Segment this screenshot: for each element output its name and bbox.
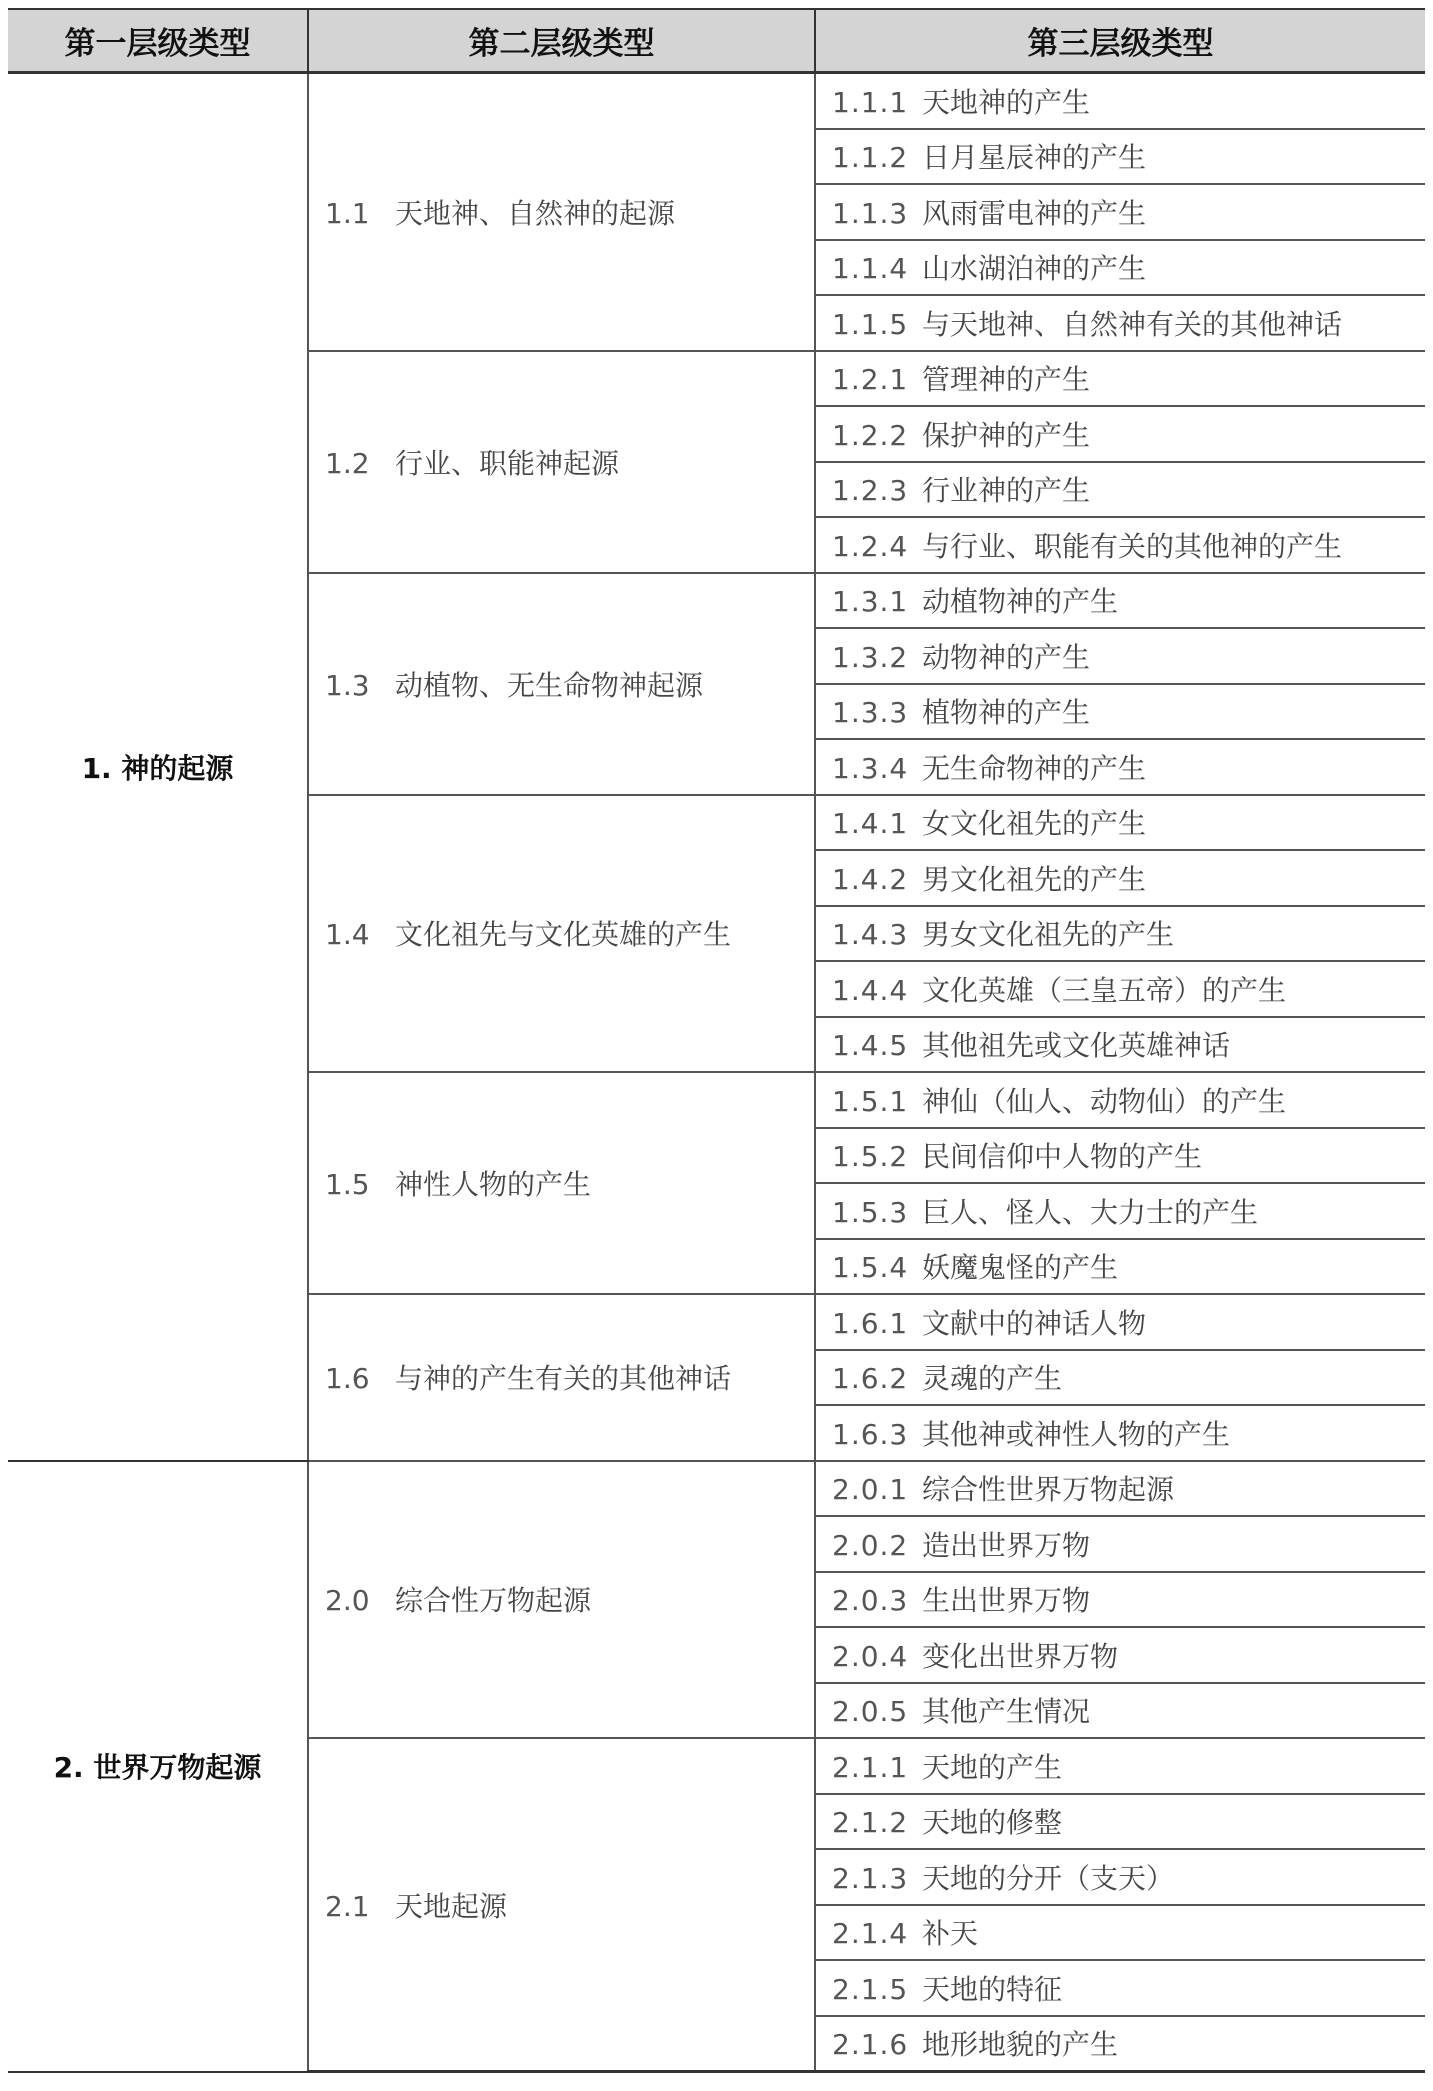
level3-code: 1.2.2 <box>832 418 909 452</box>
header-level3: 第三层级类型 <box>815 9 1425 73</box>
level3-label: 管理神的产生 <box>922 363 1091 397</box>
table-row <box>8 73 1425 129</box>
level3-cell <box>815 573 1425 629</box>
level3-label: 巨人、怪人、大力士的产生 <box>922 1195 1259 1229</box>
level3-code: 1.1.2 <box>832 141 909 175</box>
level3-label: 天地的产生 <box>922 1750 1063 1784</box>
level3-code: 1.5.1 <box>832 1084 909 1118</box>
level3-label: 山水湖泊神的产生 <box>922 252 1147 286</box>
level3-label: 其他祖先或文化英雄神话 <box>922 1029 1231 1063</box>
level3-label: 地形地貌的产生 <box>922 2028 1119 2062</box>
level3-code: 1.1.5 <box>832 307 909 341</box>
level2-cell <box>308 1738 815 2072</box>
level3-cell <box>815 1849 1425 1905</box>
level3-label: 补天 <box>922 1917 979 1951</box>
level1-cell: 2. 世界万物起源 <box>8 1461 308 2072</box>
level2-cell <box>308 73 815 351</box>
level2-cell <box>308 1072 815 1294</box>
level3-label: 民间信仰中人物的产生 <box>922 1140 1203 1174</box>
level3-cell <box>815 1572 1425 1628</box>
level3-cell <box>815 1738 1425 1794</box>
level3-code: 1.4.2 <box>832 862 909 896</box>
level2-label: 综合性万物起源 <box>395 1584 592 1618</box>
level3-cell <box>815 1017 1425 1073</box>
level3-cell <box>815 1905 1425 1961</box>
level3-cell <box>815 850 1425 906</box>
level2-label: 天地神、自然神的起源 <box>395 196 676 230</box>
level3-label: 动植物神的产生 <box>922 585 1119 619</box>
level1-cell: 1. 神的起源 <box>8 73 308 1461</box>
level3-cell <box>815 2016 1425 2072</box>
level2-code: 1.4 <box>325 918 370 952</box>
level3-cell <box>815 517 1425 573</box>
level3-cell <box>815 1516 1425 1572</box>
level3-code: 2.1.4 <box>832 1917 909 1951</box>
level3-label: 植物神的产生 <box>922 696 1091 730</box>
level3-code: 1.4.4 <box>832 973 909 1007</box>
level3-cell <box>815 1627 1425 1683</box>
level3-cell <box>815 295 1425 351</box>
classification-table <box>8 8 1425 2073</box>
level3-label: 风雨雷电神的产生 <box>922 196 1147 230</box>
level3-code: 1.5.4 <box>832 1251 909 1285</box>
level3-code: 1.6.2 <box>832 1362 909 1396</box>
level3-label: 妖魔鬼怪的产生 <box>922 1251 1119 1285</box>
level3-code: 1.1.4 <box>832 252 909 286</box>
level3-label: 行业神的产生 <box>922 474 1091 508</box>
level2-code: 1.1 <box>325 196 370 230</box>
header-level1: 第一层级类型 <box>8 9 308 73</box>
level2-label: 神性人物的产生 <box>395 1168 592 1201</box>
level3-cell <box>815 684 1425 740</box>
level3-label: 天地神的产生 <box>922 85 1091 119</box>
level3-code: 1.2.3 <box>832 474 909 508</box>
level3-code: 1.1.1 <box>832 85 909 119</box>
level3-cell <box>815 184 1425 240</box>
level3-cell <box>815 240 1425 296</box>
level3-label: 女文化祖先的产生 <box>922 807 1147 841</box>
level3-label: 文献中的神话人物 <box>922 1306 1147 1340</box>
level3-cell <box>815 1405 1425 1461</box>
level2-code: 1.3 <box>325 668 370 702</box>
level3-code: 2.1.2 <box>832 1806 909 1840</box>
level3-label: 神仙（仙人、动物仙）的产生 <box>922 1084 1287 1118</box>
level2-code: 2.1 <box>325 1889 370 1923</box>
table-row <box>8 1461 1425 1517</box>
level3-code: 1.4.3 <box>832 918 909 952</box>
level3-cell <box>815 462 1425 518</box>
level3-code: 1.3.2 <box>832 640 909 674</box>
level3-label: 生出世界万物 <box>922 1584 1091 1618</box>
level3-label: 与天地神、自然神有关的其他神话 <box>922 307 1343 341</box>
level3-code: 1.2.1 <box>832 363 909 397</box>
level3-cell <box>815 1461 1425 1517</box>
level2-cell <box>308 795 815 1073</box>
level2-cell <box>308 573 815 795</box>
level3-label: 灵魂的产生 <box>922 1362 1063 1396</box>
level3-code: 2.1.5 <box>832 1972 909 2006</box>
level3-cell <box>815 1183 1425 1239</box>
level3-cell <box>815 1960 1425 2016</box>
level3-code: 2.0.3 <box>832 1584 909 1618</box>
level3-code: 1.4.5 <box>832 1029 909 1063</box>
level3-code: 1.5.3 <box>832 1195 909 1229</box>
level3-code: 2.1.3 <box>832 1861 909 1895</box>
level3-cell <box>815 628 1425 684</box>
level2-label: 动植物、无生命物神起源 <box>395 668 704 702</box>
level3-label: 天地的特征 <box>922 1972 1063 2006</box>
level3-code: 1.3.4 <box>832 751 909 785</box>
level3-cell <box>815 1350 1425 1406</box>
level3-label: 天地的分开（支天） <box>922 1861 1175 1895</box>
level3-cell <box>815 961 1425 1017</box>
level3-label: 其他神或神性人物的产生 <box>922 1417 1231 1451</box>
level3-label: 日月星辰神的产生 <box>922 141 1147 175</box>
level3-code: 2.1.1 <box>832 1750 909 1784</box>
level3-label: 造出世界万物 <box>922 1528 1091 1562</box>
level2-code: 1.6 <box>325 1362 370 1396</box>
level2-label: 天地起源 <box>395 1889 508 1923</box>
level2-code: 1.5 <box>325 1168 370 1201</box>
level3-cell <box>815 795 1425 851</box>
level3-code: 1.6.1 <box>832 1306 909 1340</box>
level3-code: 2.0.4 <box>832 1639 909 1673</box>
level3-code: 1.2.4 <box>832 529 909 563</box>
level3-label: 保护神的产生 <box>922 418 1091 452</box>
level3-cell <box>815 1072 1425 1128</box>
level3-label: 无生命物神的产生 <box>922 751 1147 785</box>
level3-code: 1.1.3 <box>832 196 909 230</box>
level3-label: 综合性世界万物起源 <box>922 1473 1175 1507</box>
level3-label: 与行业、职能有关的其他神的产生 <box>922 529 1343 563</box>
level3-cell <box>815 129 1425 185</box>
level3-cell <box>815 906 1425 962</box>
level3-code: 1.5.2 <box>832 1140 909 1174</box>
level3-code: 2.0.1 <box>832 1473 909 1507</box>
level3-cell <box>815 351 1425 407</box>
level3-code: 1.6.3 <box>832 1417 909 1451</box>
level3-label: 天地的修整 <box>922 1806 1063 1840</box>
header-level2: 第二层级类型 <box>308 9 815 73</box>
level2-cell <box>308 1294 815 1461</box>
level3-label: 其他产生情况 <box>922 1695 1091 1729</box>
level2-cell <box>308 351 815 573</box>
level3-code: 2.0.2 <box>832 1528 909 1562</box>
level3-cell <box>815 1239 1425 1295</box>
level3-label: 动物神的产生 <box>922 640 1091 674</box>
level3-code: 2.1.6 <box>832 2028 909 2062</box>
level2-label: 与神的产生有关的其他神话 <box>395 1362 732 1396</box>
level2-label: 行业、职能神起源 <box>395 446 620 480</box>
level2-label: 文化祖先与文化英雄的产生 <box>395 918 732 952</box>
level3-code: 1.4.1 <box>832 807 909 841</box>
level3-code: 1.3.3 <box>832 696 909 730</box>
level2-code: 2.0 <box>325 1584 370 1618</box>
level3-label: 男文化祖先的产生 <box>922 862 1147 896</box>
level3-cell <box>815 1683 1425 1739</box>
level3-code: 2.0.5 <box>832 1695 909 1729</box>
level2-cell <box>308 1461 815 1739</box>
level3-cell <box>815 406 1425 462</box>
level3-cell <box>815 1294 1425 1350</box>
level3-code: 1.3.1 <box>832 585 909 619</box>
header-row <box>8 9 1425 73</box>
level3-label: 文化英雄（三皇五帝）的产生 <box>922 973 1287 1007</box>
level3-label: 男女文化祖先的产生 <box>922 918 1175 952</box>
level3-cell <box>815 73 1425 129</box>
level2-code: 1.2 <box>325 446 370 480</box>
level3-cell <box>815 739 1425 795</box>
level3-cell <box>815 1128 1425 1184</box>
level3-cell <box>815 1794 1425 1850</box>
level3-label: 变化出世界万物 <box>922 1639 1119 1673</box>
